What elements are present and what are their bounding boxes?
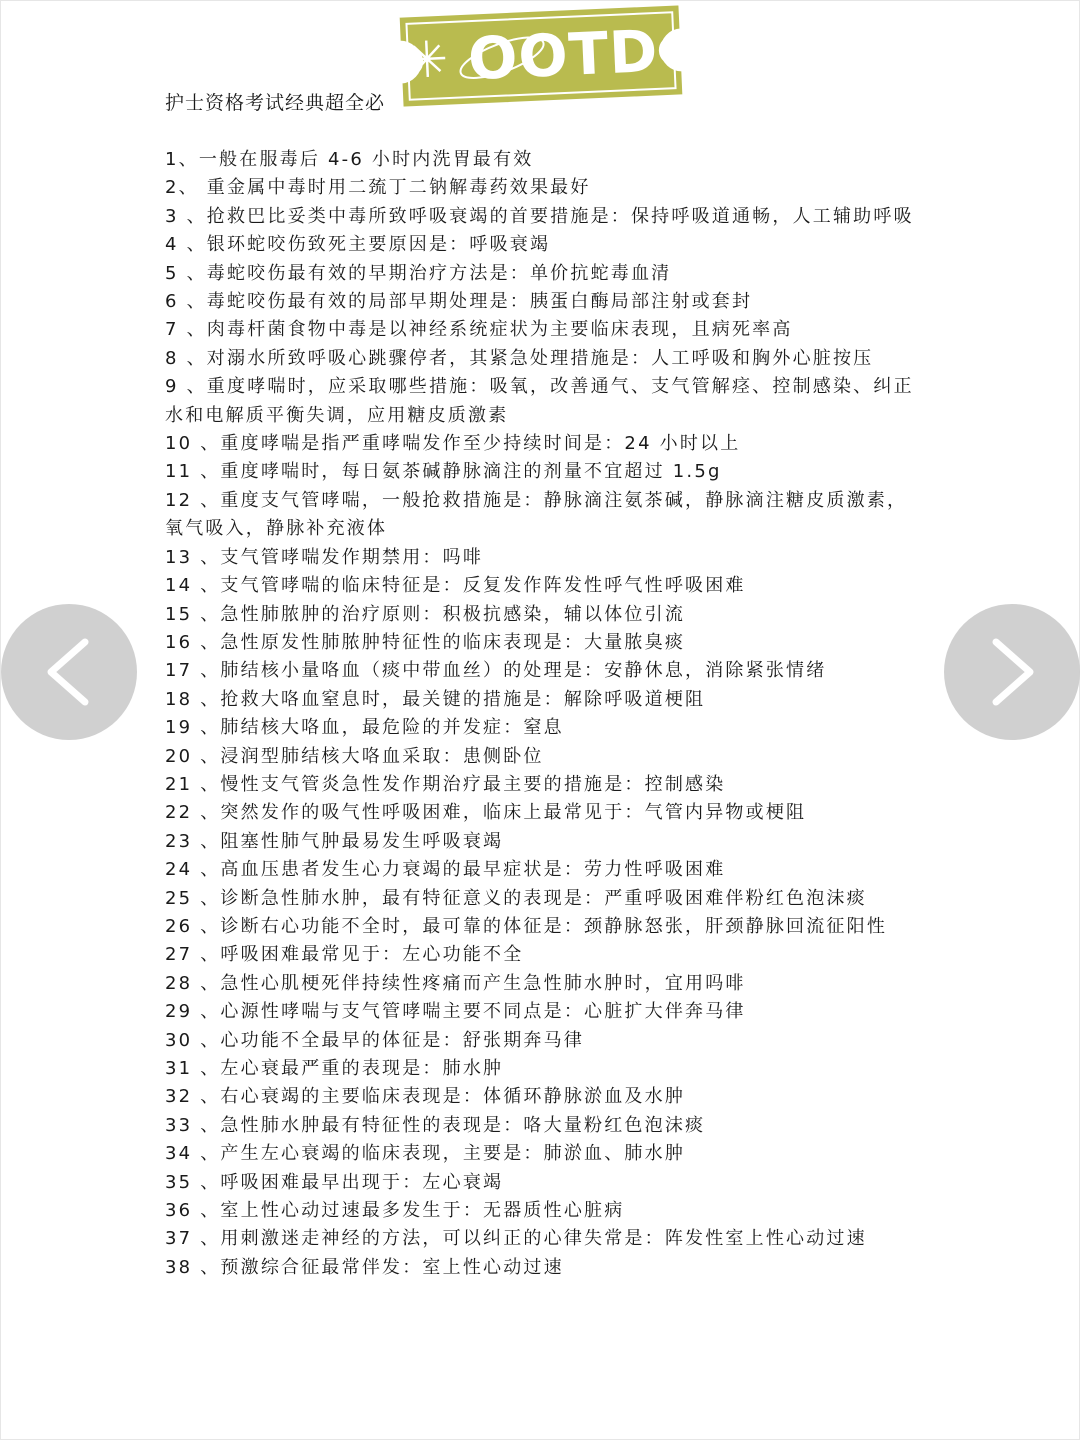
list-item: 23 、阻塞性肺气肿最易发生呼吸衰竭 [165, 830, 504, 852]
list-item: 35 、呼吸困难最早出现于：左心衰竭 [165, 1171, 504, 1193]
next-page-button[interactable] [944, 604, 1080, 740]
list-item: 11 、重度哮喘时，每日氨茶碱静脉滴注的剂量不宜超过 1.5g [165, 461, 722, 483]
list-item: 18 、抢救大咯血窒息时，最关键的措施是：解除呼吸道梗阻 [165, 688, 706, 710]
list-item: 7 、肉毒杆菌食物中毒是以神经系统症状为主要临床表现，且病死率高 [165, 319, 793, 341]
list-item: 33 、急性肺水肿最有特征性的表现是：咯大量粉红色泡沫痰 [165, 1114, 706, 1136]
list-item: 15 、急性肺脓肿的治疗原则：积极抗感染，辅以体位引流 [165, 603, 686, 625]
list-item: 6 、毒蛇咬伤最有效的局部早期处理是：胰蛋白酶局部注射或套封 [165, 291, 753, 313]
list-item: 4 、银环蛇咬伤致死主要原因是：呼吸衰竭 [165, 234, 551, 256]
list-item: 26 、诊断右心功能不全时，最可靠的体征是：颈静脉怒张，肝颈静脉回流征阳性 [165, 915, 888, 937]
list-item: 32 、右心衰竭的主要临床表现是：体循环静脉淤血及水肿 [165, 1086, 686, 1108]
item-list [165, 146, 925, 1282]
list-item: 12 、重度支气管哮喘，一般抢救措施是：静脉滴注氨茶碱，静脉滴注糖皮质激素，氧气吸入，静脉补充液体 [165, 489, 908, 540]
list-item: 27 、呼吸困难最常见于：左心功能不全 [165, 944, 524, 966]
list-item: 28 、急性心肌梗死伴持续性疼痛而产生急性肺水肿时，宜用吗啡 [165, 972, 746, 994]
list-item: 3 、抢救巴比妥类中毒所致呼吸衰竭的首要措施是：保持呼吸道通畅，人工辅助呼吸 [165, 205, 914, 227]
list-item: 19 、肺结核大咯血，最危险的并发症：窒息 [165, 717, 564, 739]
list-item: 1、一般在服毒后 4-6 小时内洗胃最有效 [165, 149, 534, 170]
list-item: 24 、高血压患者发生心力衰竭的最早症状是：劳力性呼吸困难 [165, 859, 726, 881]
ootd-sticker [388, 0, 694, 113]
document-title: 护士资格考试经典超全必 [165, 92, 386, 114]
list-item: 34 、产生左心衰竭的临床表现，主要是：肺淤血、肺水肿 [165, 1143, 686, 1165]
list-item: 13 、支气管哮喘发作期禁用：吗啡 [165, 546, 484, 568]
list-item: 36 、室上性心动过速最多发生于：无器质性心脏病 [165, 1200, 625, 1222]
list-item: 8 、对溺水所致呼吸心跳骤停者，其紧急处理措施是：人工呼吸和胸外心脏按压 [165, 347, 874, 369]
list-item: 22 、突然发作的吸气性呼吸困难，临床上最常见于：气管内异物或梗阻 [165, 802, 807, 824]
list-item: 2、 重金属中毒时用二巯丁二钠解毒药效果最好 [165, 177, 591, 199]
list-item: 25 、诊断急性肺水肿，最有特征意义的表现是：严重呼吸困难伴粉红色泡沫痰 [165, 887, 867, 909]
sparkle-icon: ✳ [404, 30, 450, 90]
list-item: 16 、急性原发性肺脓肿特征性的临床表现是：大量脓臭痰 [165, 631, 686, 653]
chevron-left-icon [1, 604, 137, 740]
list-item: 37 、用刺激迷走神经的方法，可以纠正的心律失常是：阵发性室上性心动过速 [165, 1228, 867, 1250]
list-item: 30 、心功能不全最早的体征是：舒张期奔马律 [165, 1029, 585, 1051]
chevron-right-icon [944, 604, 1080, 740]
list-item: 29 、心源性哮喘与支气管哮喘主要不同点是：心脏扩大伴奔马律 [165, 1001, 746, 1023]
list-item: 17 、肺结核小量咯血（痰中带血丝）的处理是：安静休息，消除紧张情绪 [165, 660, 827, 682]
list-item: 38 、预激综合征最常伴发：室上性心动过速 [165, 1256, 564, 1278]
list-item: 14 、支气管哮喘的临床特征是：反复发作阵发性呼气性呼吸困难 [165, 575, 746, 597]
list-item: 9 、重度哮喘时，应采取哪些措施：吸氧，改善通气、支气管解痉、控制感染、纠正水和电解质平衡失调，应用糖皮质激素 [165, 376, 914, 426]
list-item: 5 、毒蛇咬伤最有效的早期治疗方法是：单价抗蛇毒血清 [165, 262, 672, 284]
list-item: 31 、左心衰最严重的表现是：肺水肿 [165, 1058, 504, 1079]
previous-page-button[interactable] [1, 604, 137, 740]
list-item: 20 、浸润型肺结核大咯血采取：患侧卧位 [165, 745, 544, 767]
list-item: 10 、重度哮喘是指严重哮喘发作至少持续时间是：24 小时以上 [165, 433, 741, 455]
list-item: 21 、慢性支气管炎急性发作期治疗最主要的措施是：控制感染 [165, 773, 726, 795]
sticker-text: OOTD [466, 16, 660, 94]
